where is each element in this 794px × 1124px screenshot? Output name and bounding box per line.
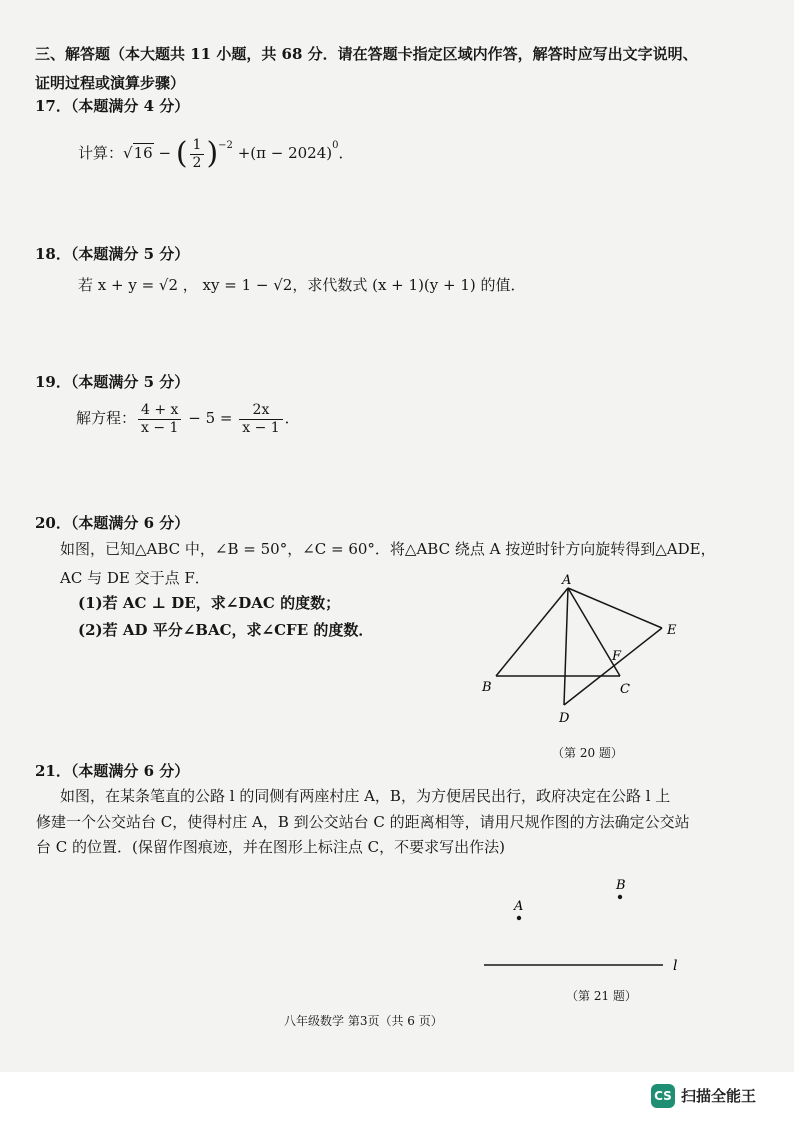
q17-fraction bbox=[190, 137, 205, 172]
label-C: C bbox=[620, 682, 630, 697]
page-footer: 八年级数学 第3页（共 6 页） bbox=[284, 1014, 443, 1028]
q17-exp1: −2 bbox=[218, 140, 233, 151]
q17-exp2: 0 bbox=[332, 140, 339, 151]
section-heading-line2: 证明过程或演算步骤） bbox=[35, 74, 186, 92]
camscanner-logo-text: 扫描全能王 bbox=[681, 1087, 757, 1105]
q19-lhs-num: 4 + x bbox=[138, 402, 181, 420]
q17-frac-num: 1 bbox=[190, 137, 205, 155]
q18-header: 18．（本题满分 5 分） bbox=[35, 245, 190, 263]
q19-header: 19．（本题满分 5 分） bbox=[35, 373, 190, 391]
segment-AD bbox=[564, 588, 568, 705]
q21-line3: 台 C 的位置．(保留作图痕迹，并在图形上标注点 C，不要求写出作法) bbox=[36, 838, 505, 856]
q21-figure bbox=[470, 870, 690, 980]
label-E: E bbox=[667, 623, 677, 638]
q20-part2: (2)若 AD 平分∠BAC，求∠CFE 的度数． bbox=[78, 621, 374, 639]
label-F: F bbox=[612, 649, 622, 664]
q17-frac-den: 2 bbox=[192, 154, 202, 171]
label-A: A bbox=[514, 899, 524, 914]
label-A: A bbox=[562, 573, 572, 588]
q17-end: ． bbox=[338, 144, 354, 162]
q19-mid: − 5 = bbox=[188, 409, 233, 427]
label-D: D bbox=[559, 711, 570, 726]
q20-caption: （第 20 题） bbox=[552, 746, 623, 760]
q17-header: 17．（本题满分 4 分） bbox=[35, 97, 190, 115]
q19-lhs-den: x − 1 bbox=[141, 419, 179, 436]
q19-lhs-fraction bbox=[138, 402, 181, 437]
camscanner-logo-icon: CS bbox=[651, 1084, 675, 1108]
q19-rhs-den: x − 1 bbox=[242, 419, 280, 436]
q20-header: 20．（本题满分 6 分） bbox=[35, 514, 190, 532]
label-B: B bbox=[482, 680, 492, 695]
q21-header: 21．（本题满分 6 分） bbox=[35, 762, 190, 780]
q19-rhs-num: 2x bbox=[239, 402, 282, 420]
point-A bbox=[517, 916, 521, 920]
q20-part1: (1)若 AC ⊥ DE，求∠DAC 的度数； bbox=[78, 594, 341, 612]
q20-figure bbox=[470, 565, 690, 735]
q17-minus: − bbox=[158, 144, 172, 162]
q17-expression: 计算：√16 − ( $\frac{1}{2}$ )$^{-2} +(\pi - 2024)^0$． bbox=[78, 136, 354, 171]
q17-prefix: 计算： bbox=[78, 144, 124, 162]
q21-caption: （第 21 题） bbox=[566, 989, 637, 1003]
q21-line2: 修建一个公交站台 C，使得村庄 A，B 到公交站台 C 的距离相等，请用尺规作图的方法确定公交站 bbox=[36, 813, 690, 831]
q17-radicand: 16 bbox=[133, 144, 153, 162]
label-l: l bbox=[673, 958, 678, 974]
point-B bbox=[618, 895, 622, 899]
q19-rhs-fraction bbox=[239, 402, 282, 437]
q19-equation bbox=[76, 398, 300, 438]
q20-line1: 如图，已知△ABC 中，∠B = 50°，∠C = 60°．将△ABC 绕点 A 按逆时针方向旋转得到△ADE， bbox=[60, 540, 716, 558]
segment-AE bbox=[568, 588, 662, 628]
q18-text: 若 x + y = √2 ， xy = 1 − √2，求代数式 (x + 1)(y + 1) 的值． bbox=[78, 276, 526, 294]
q19-prefix: 解方程： bbox=[76, 409, 137, 427]
q19-end: ． bbox=[284, 409, 300, 427]
segment-DE bbox=[564, 628, 662, 705]
q21-line1: 如图，在某条笔直的公路 l 的同侧有两座村庄 A，B，为方便居民出行，政府决定在公路 l 上 bbox=[60, 787, 671, 805]
label-B: B bbox=[616, 878, 626, 893]
q17-sqrt: √16 bbox=[123, 144, 153, 162]
q17-plus-group: +(π − 2024) bbox=[237, 144, 333, 162]
q20-line2: AC 与 DE 交于点 F． bbox=[60, 569, 210, 587]
section-heading-line1: 三、解答题（本大题共 11 小题，共 68 分．请在答题卡指定区域内作答，解答时应写出文字说明、 bbox=[35, 45, 698, 63]
segment-AB bbox=[496, 588, 568, 676]
